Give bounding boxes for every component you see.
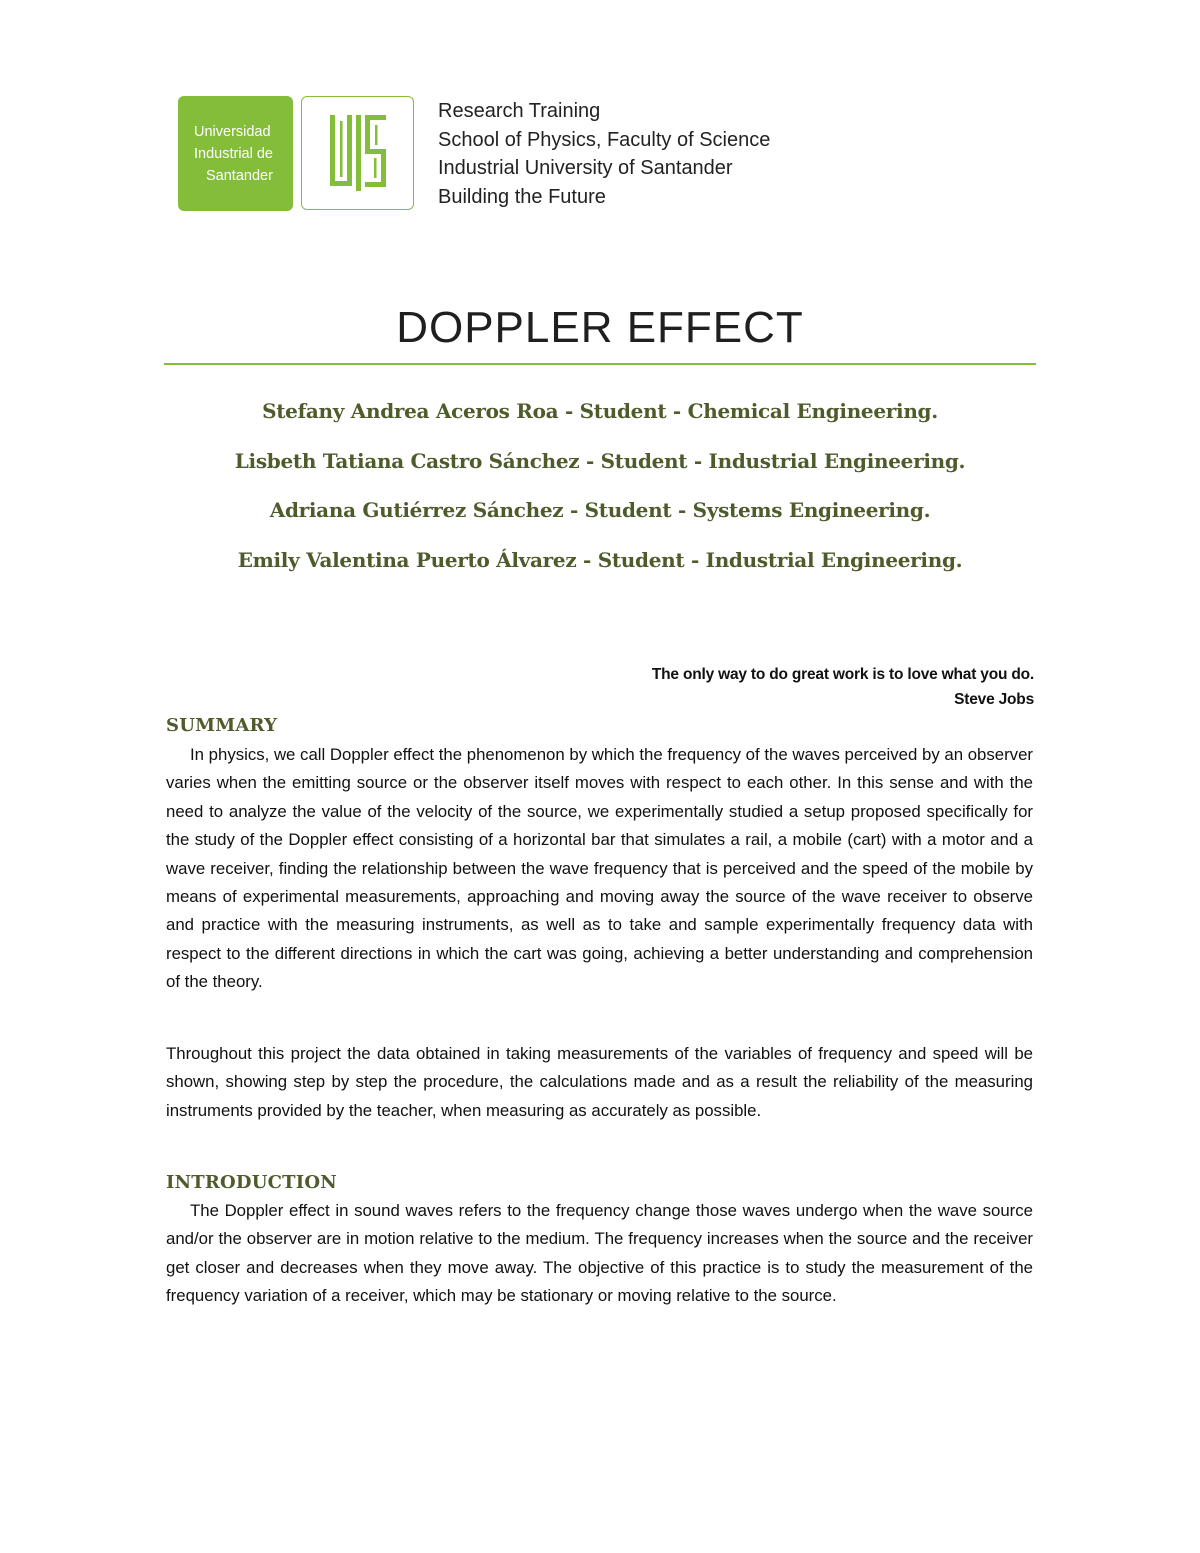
summary-heading: SUMMARY bbox=[166, 715, 278, 736]
quote-text: The only way to do great work is to love what you do. bbox=[651, 666, 1034, 683]
author-list bbox=[165, 394, 1035, 592]
header-line: Building the Future bbox=[438, 186, 606, 209]
header-line: School of Physics, Faculty of Science bbox=[438, 128, 771, 151]
author-line: Stefany Andrea Aceros Roa - Student - Chemical Engineering. bbox=[262, 399, 938, 423]
logo-name-line: Santander bbox=[206, 168, 273, 184]
introduction-paragraph: The Doppler effect in sound waves refers to the frequency change those waves undergo when the wave source and/or the observer are in motion relative to the medium. The frequency increases when the source and the receiver get closer and decreases when they move away. The objective of this practice is to study the measurement of the frequency variation of a receiver, which may be stationary or moving relative to the source. bbox=[166, 1201, 1033, 1306]
summary-paragraph: Throughout this project the data obtained in taking measurements of the variables of frequency and speed will be shown, showing step by step the procedure, the calculations made and as a result the reliability of the measuring instruments provided by the teacher, when measuring as accurately as possible. bbox=[166, 1044, 1033, 1120]
header-line: Industrial University of Santander bbox=[438, 157, 733, 180]
document-title: DOPPLER EFFECT bbox=[396, 303, 804, 352]
author-line: Adriana Gutiérrez Sánchez - Student - Systems Engineering. bbox=[269, 498, 931, 522]
logo-name-line: Industrial de bbox=[194, 146, 273, 162]
introduction-heading: INTRODUCTION bbox=[166, 1172, 337, 1193]
quote-author: Steve Jobs bbox=[954, 691, 1034, 708]
summary-paragraph: In physics, we call Doppler effect the phenomenon by which the frequency of the waves perceived by an observer varies when the emitting source or the observer itself moves with respect to each other. In this sense and with the need to analyze the value of the velocity of the source, we experimentally studied a setup proposed specifically for the study of the Doppler effect consisting of a horizontal bar that simulates a rail, a mobile (cart) with a motor and a wave receiver, finding the relationship between the wave frequency that is perceived and the speed of the mobile by means of experimental measurements, approaching and moving away the source of the wave receiver to observe and practice with the measuring instruments, as well as to take and sample experimentally frequency data with respect to the different directions in which the cart was going, achieving a better understanding and comprehension of the theory. bbox=[166, 745, 1033, 992]
logo-name-line: Universidad bbox=[194, 124, 271, 140]
header-line: Research Training bbox=[438, 100, 601, 122]
title-divider bbox=[164, 363, 1036, 365]
epigraph bbox=[652, 662, 1034, 712]
author-line: Lisbeth Tatiana Castro Sánchez - Student - Industrial Engineering. bbox=[234, 448, 966, 473]
header-info bbox=[438, 97, 770, 212]
university-logo-name-box bbox=[178, 96, 293, 211]
author-line: Emily Valentina Puerto Álvarez - Student - Industrial Engineering. bbox=[237, 547, 963, 572]
uis-logo-mark bbox=[301, 96, 414, 210]
uis-monogram-icon bbox=[330, 115, 386, 191]
